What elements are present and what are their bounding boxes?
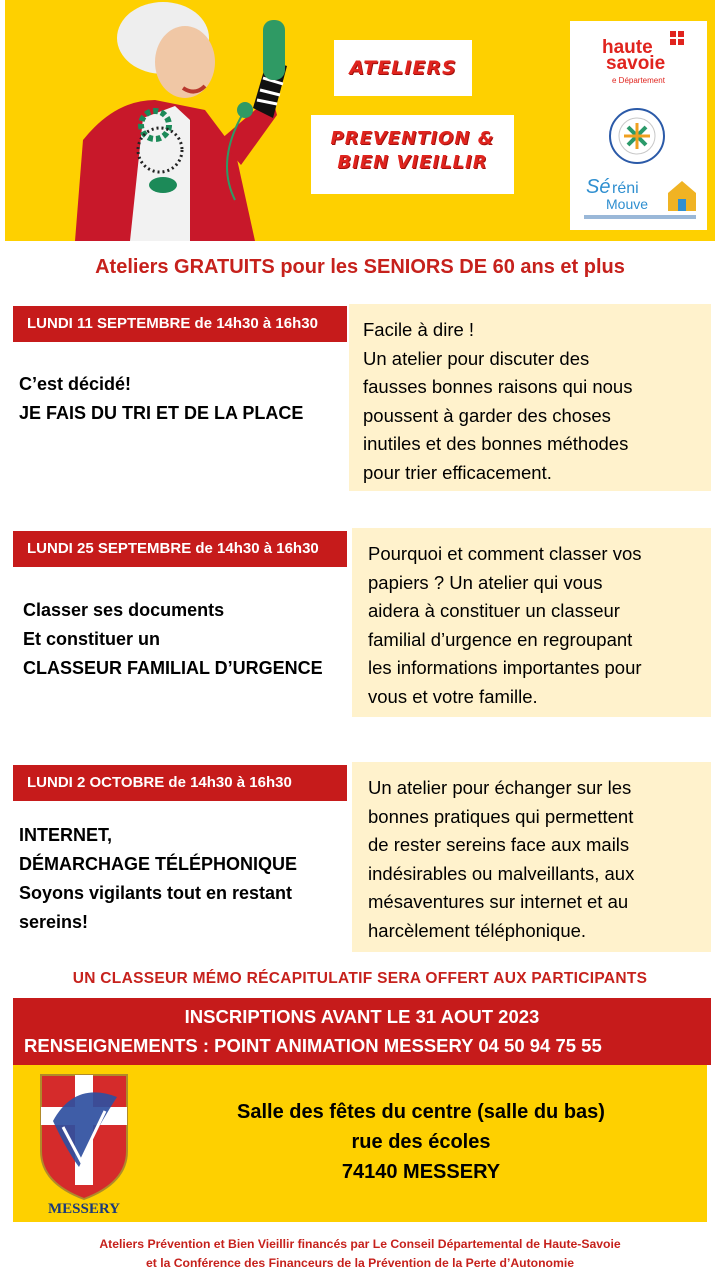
workshop-3-title-line: INTERNET, xyxy=(19,825,113,845)
description-line: papiers ? Un atelier qui vous xyxy=(368,571,603,593)
partner-logos xyxy=(570,21,707,230)
workshop-2-title-line: Et constituer un xyxy=(23,629,161,649)
registration-banner xyxy=(13,998,711,1065)
description-line: les informations importantes pour xyxy=(368,657,642,678)
svg-text:Mouve: Mouve xyxy=(606,196,649,212)
description-line: pour trier efficacement. xyxy=(363,461,552,483)
description-line: harcèlement téléphonique. xyxy=(368,919,587,941)
workshop-2-title-line: CLASSEUR FAMILIAL D’URGENCE xyxy=(23,658,323,678)
title-prevention xyxy=(311,115,514,194)
description-line: Pourquoi et comment classer vos xyxy=(368,543,642,564)
description-line: fausses bonnes raisons qui nous xyxy=(363,376,633,397)
description-line: de rester sereins face aux mails xyxy=(368,834,630,855)
sereni-mouve-logo xyxy=(582,171,700,223)
footer-line: Ateliers Prévention et Bien Vieillir financés par Le Conseil Départemental de Haute-Savoie xyxy=(99,1237,621,1251)
funding-footer xyxy=(0,1235,720,1273)
description-line: familial d’urgence en regroupant xyxy=(368,628,633,650)
venue-line: Salle des fêtes du centre (salle du bas) xyxy=(237,1101,605,1123)
workshop-2-description xyxy=(352,528,711,717)
subtitle: Ateliers GRATUITS pour les SENIORS DE 60 ans et plus xyxy=(95,256,625,278)
workshop-3-title xyxy=(19,821,297,937)
workshop-3-title-line: DÉMARCHAGE TÉLÉPHONIQUE xyxy=(19,854,298,874)
haute-savoie-logo-line2: savoie xyxy=(606,53,666,74)
description-line: Un atelier pour discuter des xyxy=(363,347,590,369)
footer-line: et la Conférence des Financeurs de la Prévention de la Perte d’Autonomie xyxy=(145,1256,575,1270)
haute-savoie-logo-line3: e Département xyxy=(612,76,665,85)
description-line: bonnes pratiques qui permettent xyxy=(368,805,634,827)
workshop-3-title-line: sereins! xyxy=(19,912,89,932)
description-line: indésirables ou malveillants, aux xyxy=(368,862,635,884)
haute-savoie-cross-icon xyxy=(670,31,684,45)
workshop-2-title-line: Classer ses documents xyxy=(23,600,225,620)
venue-section xyxy=(13,1065,707,1222)
senior-woman-photo xyxy=(5,0,320,241)
workshop-1-title-line: C’est décidé! xyxy=(19,374,132,394)
header-banner xyxy=(5,0,715,241)
description-line: Facile à dire ! xyxy=(363,319,475,340)
conference-financeurs-seal-icon xyxy=(608,107,666,165)
title-ateliers: ATELIERS xyxy=(334,40,472,96)
workshop-3-date: LUNDI 2 OCTOBRE de 14h30 à 16h30 xyxy=(13,765,347,801)
title-line-bien-vieillir: BIEN VIEILLIR xyxy=(337,152,488,173)
registration-deadline: INSCRIPTIONS AVANT LE 31 AOUT 2023 xyxy=(184,1006,540,1027)
workshop-3-title-line: Soyons vigilants tout en restant xyxy=(19,883,293,903)
workshop-2-title xyxy=(23,596,323,683)
venue-address xyxy=(161,1097,681,1187)
description-line: inutiles et des bonnes méthodes xyxy=(363,433,629,454)
workshop-1-description xyxy=(349,304,711,491)
svg-text:réni: réni xyxy=(612,180,639,197)
description-line: vous et votre famille. xyxy=(368,685,538,707)
workshop-1-title xyxy=(19,370,303,428)
registration-contact: RENSEIGNEMENTS : POINT ANIMATION MESSERY 04 50 94 75 55 xyxy=(24,1035,602,1056)
title-line-prevention: PREVENTION & xyxy=(330,128,495,149)
workshop-3-description xyxy=(352,762,711,952)
svg-text:Sé: Sé xyxy=(586,176,611,198)
description-line: poussent à garder des choses xyxy=(363,404,611,426)
workshop-1-date: LUNDI 11 SEPTEMBRE de 14h30 à 16h30 xyxy=(13,306,347,342)
workshop-1-title-line: JE FAIS DU TRI ET DE LA PLACE xyxy=(19,403,304,423)
offer-notice: UN CLASSEUR MÉMO RÉCAPITULATIF SERA OFFERT AUX PARTICIPANTS xyxy=(72,970,648,987)
venue-line: 74140 MESSERY xyxy=(341,1161,501,1183)
crest-label: MESSERY xyxy=(48,1201,120,1216)
messery-crest-icon xyxy=(35,1071,133,1216)
description-line: Un atelier pour échanger sur les xyxy=(368,777,632,798)
venue-line: rue des écoles xyxy=(351,1131,491,1153)
description-line: mésaventures sur internet et au xyxy=(368,891,629,912)
description-line: aidera à constituer un classeur xyxy=(368,600,620,621)
haute-savoie-logo-line1: haute xyxy=(602,37,653,58)
workshop-2-date: LUNDI 25 SEPTEMBRE de 14h30 à 16h30 xyxy=(13,531,347,567)
